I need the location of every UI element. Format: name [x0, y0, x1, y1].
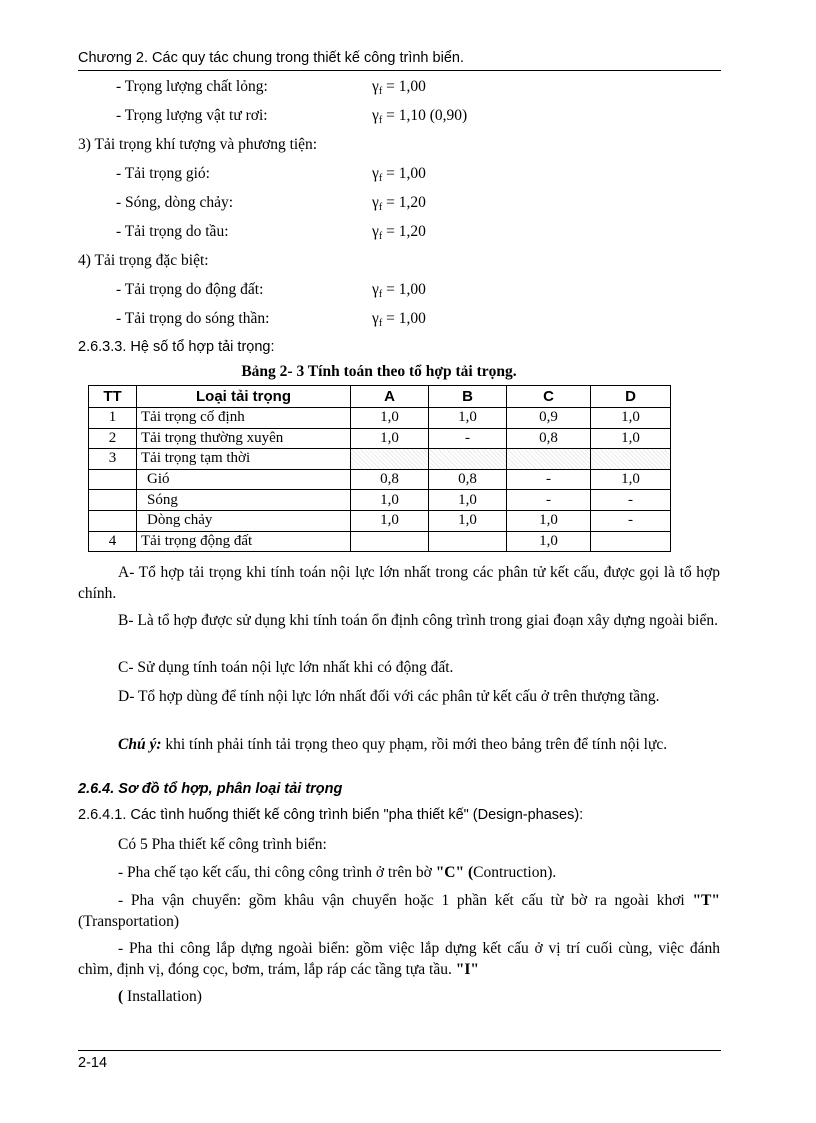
table-header-row	[89, 386, 671, 408]
section-heading: 2.6.3.3. Hệ số tổ hợp tải trọng:	[78, 339, 275, 355]
table-row	[89, 510, 671, 531]
phases-intro: Có 5 Pha thiết kế công trình biển:	[118, 836, 327, 853]
cell-load: Tải trọng tạm thời	[137, 449, 351, 470]
header-b: B	[429, 386, 507, 408]
factor-label: - Tải trọng do động đất:	[116, 281, 264, 298]
cell-c: -	[507, 490, 591, 511]
table-row	[89, 428, 671, 449]
cell-d: -	[591, 490, 671, 511]
footer-rule	[78, 1050, 721, 1051]
cell-tt: 2	[89, 428, 137, 449]
cell-load: Tải trọng cố định	[137, 408, 351, 429]
paragraph-b: B- Là tổ hợp được sử dụng khi tính toán ổn định công trình trong giai đoạn xây dựng ngoài biển.	[118, 612, 718, 629]
cell-tt	[89, 469, 137, 490]
factor-label: - Sóng, dòng chảy:	[116, 194, 234, 211]
cell-a: 1,0	[351, 490, 429, 511]
cell-b	[429, 449, 507, 470]
factor-label: - Tải trọng do sóng thần:	[116, 310, 270, 327]
cell-tt: 4	[89, 531, 137, 552]
factor-value: $\gamma_f = 1,20$	[372, 223, 426, 242]
cell-c: 1,0	[507, 531, 591, 552]
header-c: C	[507, 386, 591, 408]
page-header-title: Chương 2. Các quy tác chung trong thiết kế công trình biển.	[78, 50, 464, 66]
section-heading: 2.6.4. Sơ đồ tổ hợp, phân loại tải trọng	[78, 781, 343, 797]
phase-installation: - Pha thi công lắp dựng ngoài biển: gồm việc lắp dựng kết cấu ở vị trí cuối cùng, việc đánh chìm, định vị, đóng cọc, bơm, trám, lắp ráp các tầng tựa tầu. "I"	[78, 940, 720, 978]
cell-a: 0,8	[351, 469, 429, 490]
cell-d	[591, 449, 671, 470]
factor-value: $\gamma_f = 1,00$	[372, 78, 426, 97]
cell-d: 1,0	[591, 408, 671, 429]
cell-a: 1,0	[351, 428, 429, 449]
note-paragraph: Chú ý: khi tính phải tính tải trọng theo quy phạm, rồi mới theo bảng trên để tính nội lực.	[118, 736, 668, 753]
cell-a: 1,0	[351, 510, 429, 531]
phase-installation-cont: ( Installation)	[118, 988, 202, 1005]
cell-load: Tải trọng động đất	[137, 531, 351, 552]
cell-b: 1,0	[429, 510, 507, 531]
cell-c: 0,9	[507, 408, 591, 429]
page-number: 2-14	[78, 1055, 108, 1071]
cell-c	[507, 449, 591, 470]
factor-label: - Tải trọng do tầu:	[116, 223, 229, 240]
group-heading: 4) Tải trọng đặc biệt:	[78, 252, 209, 269]
cell-d: 1,0	[591, 428, 671, 449]
cell-c: -	[507, 469, 591, 490]
header-a: A	[351, 386, 429, 408]
cell-b: 1,0	[429, 408, 507, 429]
cell-tt	[89, 490, 137, 511]
cell-b: -	[429, 428, 507, 449]
factor-label: - Trọng lượng chất lỏng:	[116, 78, 268, 95]
cell-c: 1,0	[507, 510, 591, 531]
paragraph-a: A- Tổ hợp tải trọng khi tính toán nội lực lớn nhất trong các phân tử kết cấu, được gọi là tổ hợp chính.	[78, 564, 720, 602]
cell-b	[429, 531, 507, 552]
cell-d: 1,0	[591, 469, 671, 490]
cell-tt	[89, 510, 137, 531]
cell-load: Dòng chảy	[137, 510, 351, 531]
phase-transportation: - Pha vận chuyển: gồm khâu vận chuyển hoặc 1 phần kết cấu từ bờ ra ngoài khơi "T" (Transportation)	[78, 892, 720, 930]
cell-load: Tải trọng thường xuyên	[137, 428, 351, 449]
cell-b: 1,0	[429, 490, 507, 511]
table-row	[89, 531, 671, 552]
table-row	[89, 490, 671, 511]
cell-a: 1,0	[351, 408, 429, 429]
subsection-heading: 2.6.4.1. Các tình huống thiết kế công trình biển "pha thiết kế" (Design-phases):	[78, 807, 584, 823]
factor-value: $\gamma_f = 1,10$ (0,90)	[372, 107, 468, 126]
cell-a	[351, 531, 429, 552]
table-row	[89, 449, 671, 470]
paragraph-d: D- Tổ hợp dùng để tính nội lực lớn nhất đối với các phân tử kết cấu ở trên thượng tầng.	[118, 688, 660, 705]
factor-label: - Trọng lượng vật tư rơi:	[116, 107, 268, 124]
factor-value: $\gamma_f = 1,20$	[372, 194, 426, 213]
table-row	[89, 408, 671, 429]
factor-value: $\gamma_f = 1,00$	[372, 281, 426, 300]
cell-d	[591, 531, 671, 552]
phase-construction: - Pha chế tạo kết cấu, thi công công trình ở trên bờ "C" (Contruction).	[118, 864, 557, 881]
cell-load: Gió	[137, 469, 351, 490]
cell-a	[351, 449, 429, 470]
table-row	[89, 469, 671, 490]
cell-b: 0,8	[429, 469, 507, 490]
header-rule	[78, 70, 721, 71]
load-combination-table	[88, 385, 671, 552]
header-tt: TT	[89, 386, 137, 408]
cell-load: Sóng	[137, 490, 351, 511]
cell-d: -	[591, 510, 671, 531]
cell-c: 0,8	[507, 428, 591, 449]
factor-value: $\gamma_f = 1,00$	[372, 165, 426, 184]
cell-tt: 3	[89, 449, 137, 470]
group-heading: 3) Tải trọng khí tượng và phương tiện:	[78, 136, 318, 153]
factor-value: $\gamma_f = 1,00$	[372, 310, 426, 329]
paragraph-c: C- Sử dụng tính toán nội lực lớn nhất khi có động đất.	[118, 659, 454, 676]
cell-tt: 1	[89, 408, 137, 429]
note-label: Chú ý:	[118, 736, 162, 753]
header-load-type: Loại tải trọng	[137, 386, 351, 408]
table-caption: Bảng 2- 3 Tính toán theo tổ hợp tải trọng.	[241, 363, 517, 380]
factor-label: - Tải trọng gió:	[116, 165, 210, 182]
header-d: D	[591, 386, 671, 408]
